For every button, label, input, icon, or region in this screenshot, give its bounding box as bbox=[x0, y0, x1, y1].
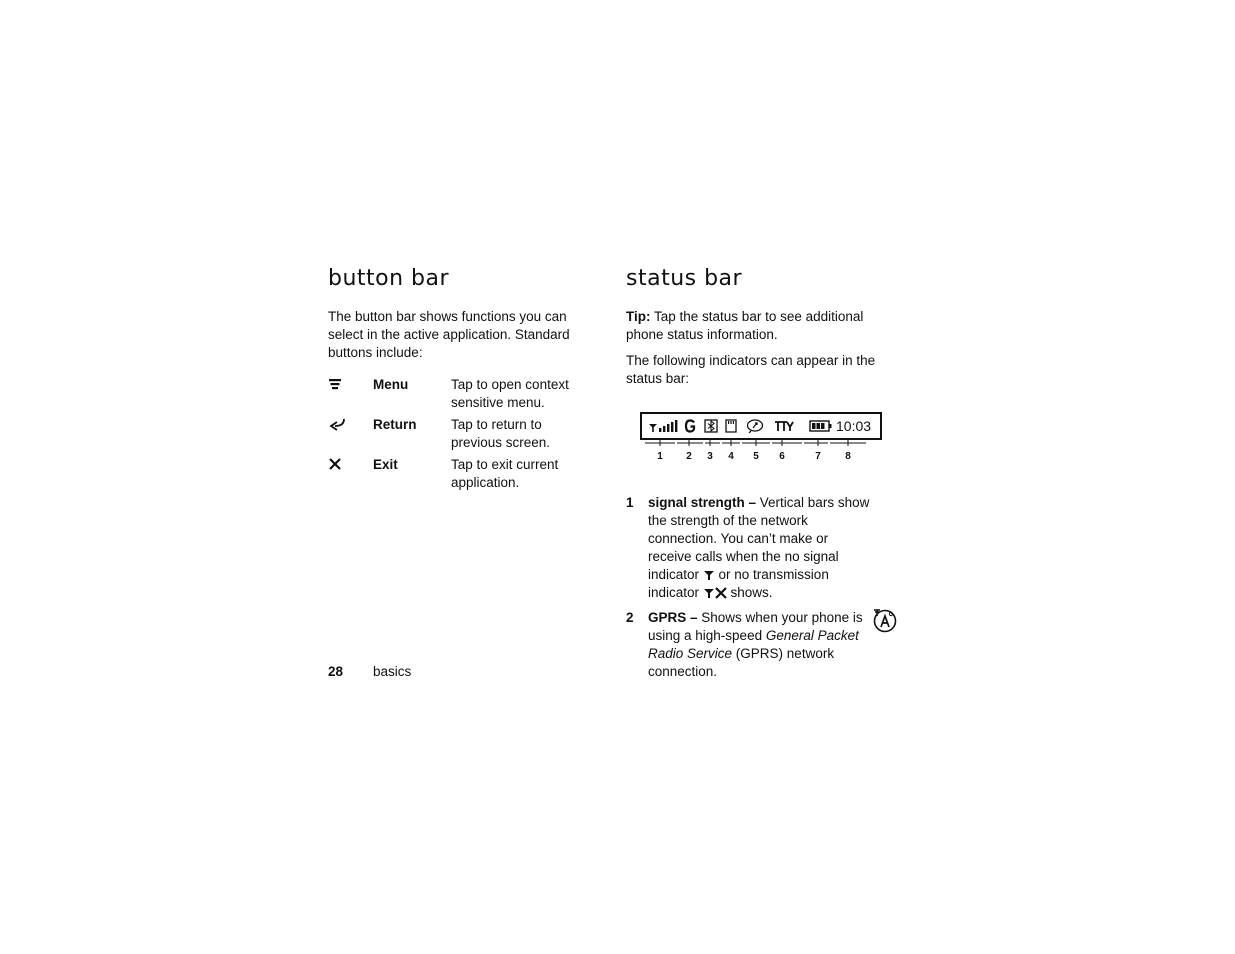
callout-8: 8 bbox=[845, 451, 851, 462]
callout-6: 6 bbox=[779, 451, 785, 462]
button-desc: Tap to return to previous screen. bbox=[451, 417, 551, 450]
item-number: 1 bbox=[626, 495, 634, 510]
button-row-menu bbox=[328, 376, 578, 412]
button-name: Menu bbox=[373, 377, 409, 392]
status-bar-diagram bbox=[640, 412, 894, 474]
no-transmission-icon bbox=[703, 587, 727, 599]
item-text: Vertical bars show the strength of the network connection. You can’t make or receive calls when the no signal indicator bbox=[648, 495, 870, 582]
item-italic: General Packet Radio Service bbox=[648, 628, 859, 661]
status-bar-heading: status bar bbox=[626, 266, 743, 291]
button-desc: Tap to open context sensitive menu. bbox=[451, 377, 569, 410]
network-feature-icon bbox=[872, 607, 898, 633]
callout-lines bbox=[640, 412, 882, 474]
item-text: shows. bbox=[726, 585, 773, 600]
item-text: Shows when your phone is using a high-speed bbox=[648, 610, 863, 643]
status-bar-section bbox=[626, 262, 894, 688]
button-table bbox=[328, 376, 578, 492]
button-desc: Tap to exit current application. bbox=[451, 457, 559, 490]
tip-text: Tap the status bar to see additional phone status information. bbox=[626, 309, 864, 342]
tip-paragraph bbox=[626, 308, 894, 344]
button-name: Exit bbox=[373, 457, 398, 472]
section-name: basics bbox=[373, 664, 412, 679]
button-name: Return bbox=[373, 417, 417, 432]
callout-1: 1 bbox=[657, 451, 663, 462]
menu-icon bbox=[328, 377, 342, 391]
indicator-list bbox=[626, 494, 894, 681]
item-term: signal strength – bbox=[648, 495, 757, 510]
item-text: or no transmission indicator bbox=[648, 567, 829, 600]
button-row-exit bbox=[328, 456, 578, 492]
indicator-item-gprs bbox=[626, 609, 894, 681]
tip-label: Tip: bbox=[626, 309, 651, 324]
callout-2: 2 bbox=[686, 451, 692, 462]
item-term: GPRS – bbox=[648, 610, 698, 625]
indicator-item-signal bbox=[626, 494, 894, 602]
button-bar-intro: The button bar shows functions you can select in the active application. Standard buttons include: bbox=[328, 309, 570, 360]
callout-4: 4 bbox=[728, 451, 734, 462]
button-row-return bbox=[328, 416, 578, 452]
return-icon bbox=[328, 417, 346, 431]
button-bar-section bbox=[328, 262, 578, 496]
time-display: 10:03 bbox=[836, 418, 872, 434]
page-number: 28 bbox=[328, 664, 344, 679]
callout-3: 3 bbox=[707, 451, 713, 462]
item-text: (GPRS) network connection. bbox=[648, 646, 835, 679]
item-number: 2 bbox=[626, 610, 634, 625]
exit-icon bbox=[328, 457, 342, 471]
callout-7: 7 bbox=[815, 451, 821, 462]
status-bar-intro: The following indicators can appear in the status bar: bbox=[626, 353, 876, 386]
callout-5: 5 bbox=[753, 451, 759, 462]
no-signal-icon bbox=[703, 569, 715, 581]
button-bar-heading: button bar bbox=[328, 266, 450, 291]
page-footer bbox=[328, 664, 411, 679]
